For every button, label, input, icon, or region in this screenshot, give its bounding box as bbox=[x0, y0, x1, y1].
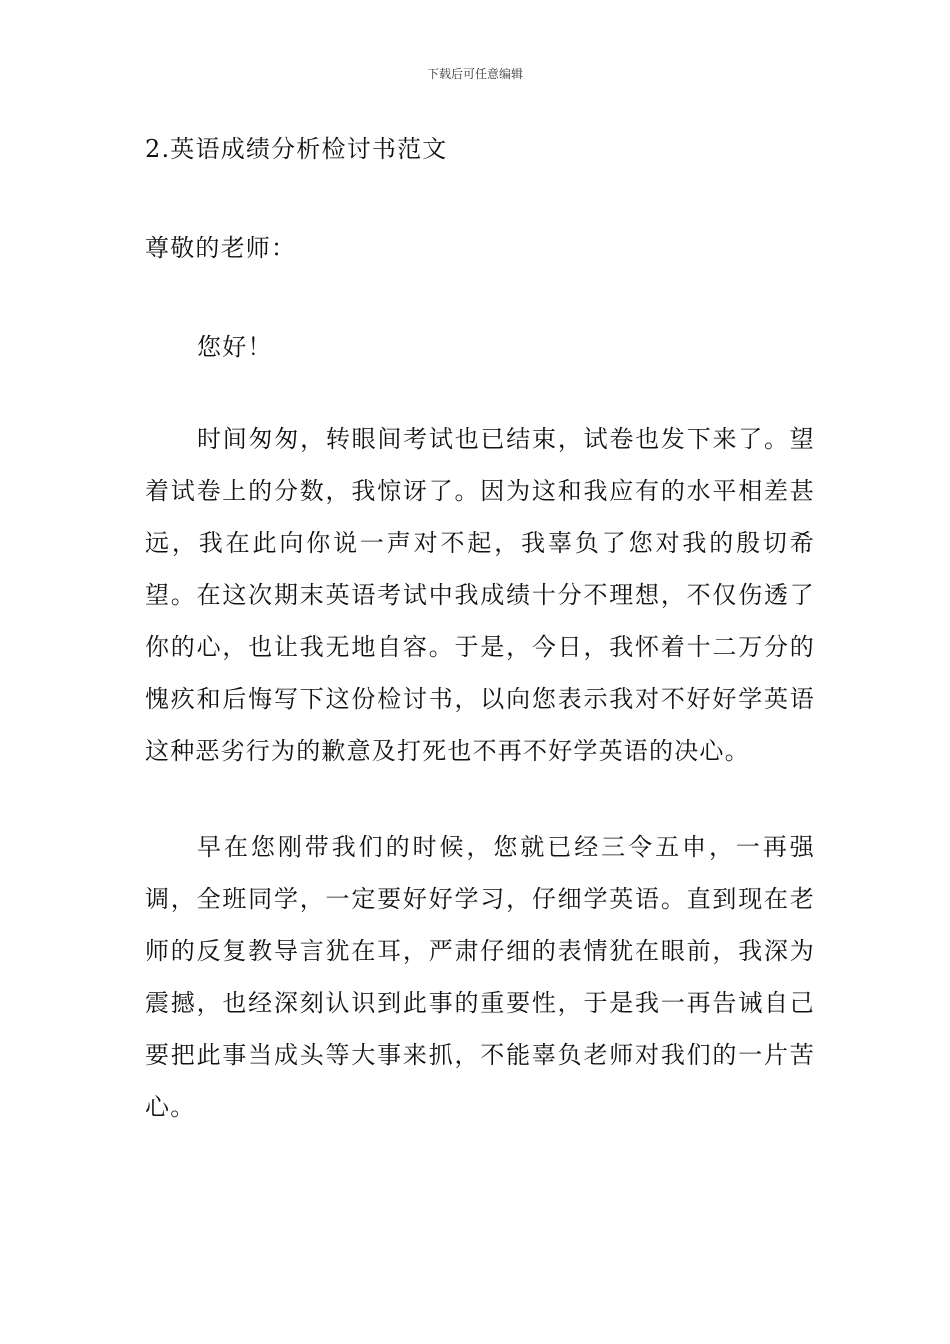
page-header-note: 下载后可任意编辑 bbox=[426, 67, 523, 81]
document-body bbox=[145, 127, 815, 1133]
paragraph-1: 时间匆匆，转眼间考试也已结束，试卷也发下来了。望着试卷上的分数，我惊讶了。因为这和我应有的水平相差甚远，我在此向你说一声对不起，我辜负了您对我的殷切希望。在这次期末英语考试中我成绩十分不理想，不仅伤透了你的心，也让我无地自容。于是，今日，我怀着十二万分的愧疚和后悔写下这份检讨书，以向您表示我对不好好学英语这种恶劣行为的歉意及打死也不再不好学英语的决心。 bbox=[145, 425, 815, 765]
salutation: 尊敬的老师： bbox=[145, 234, 297, 262]
paragraph-2: 早在您刚带我们的时候，您就已经三令五申，一再强调，全班同学，一定要好好学习，仔细学英语。直到现在老师的反复教导言犹在耳，严肃仔细的表情犹在眼前，我深为震撼，也经深刻认识到此事的重要性，于是我一再告诫自己要把此事当成头等大事来抓，不能辜负老师对我们的一片苦心。 bbox=[145, 833, 815, 1121]
greeting: 您好！ bbox=[197, 333, 273, 361]
document-title: 2.英语成绩分析检讨书范文 bbox=[145, 135, 448, 163]
